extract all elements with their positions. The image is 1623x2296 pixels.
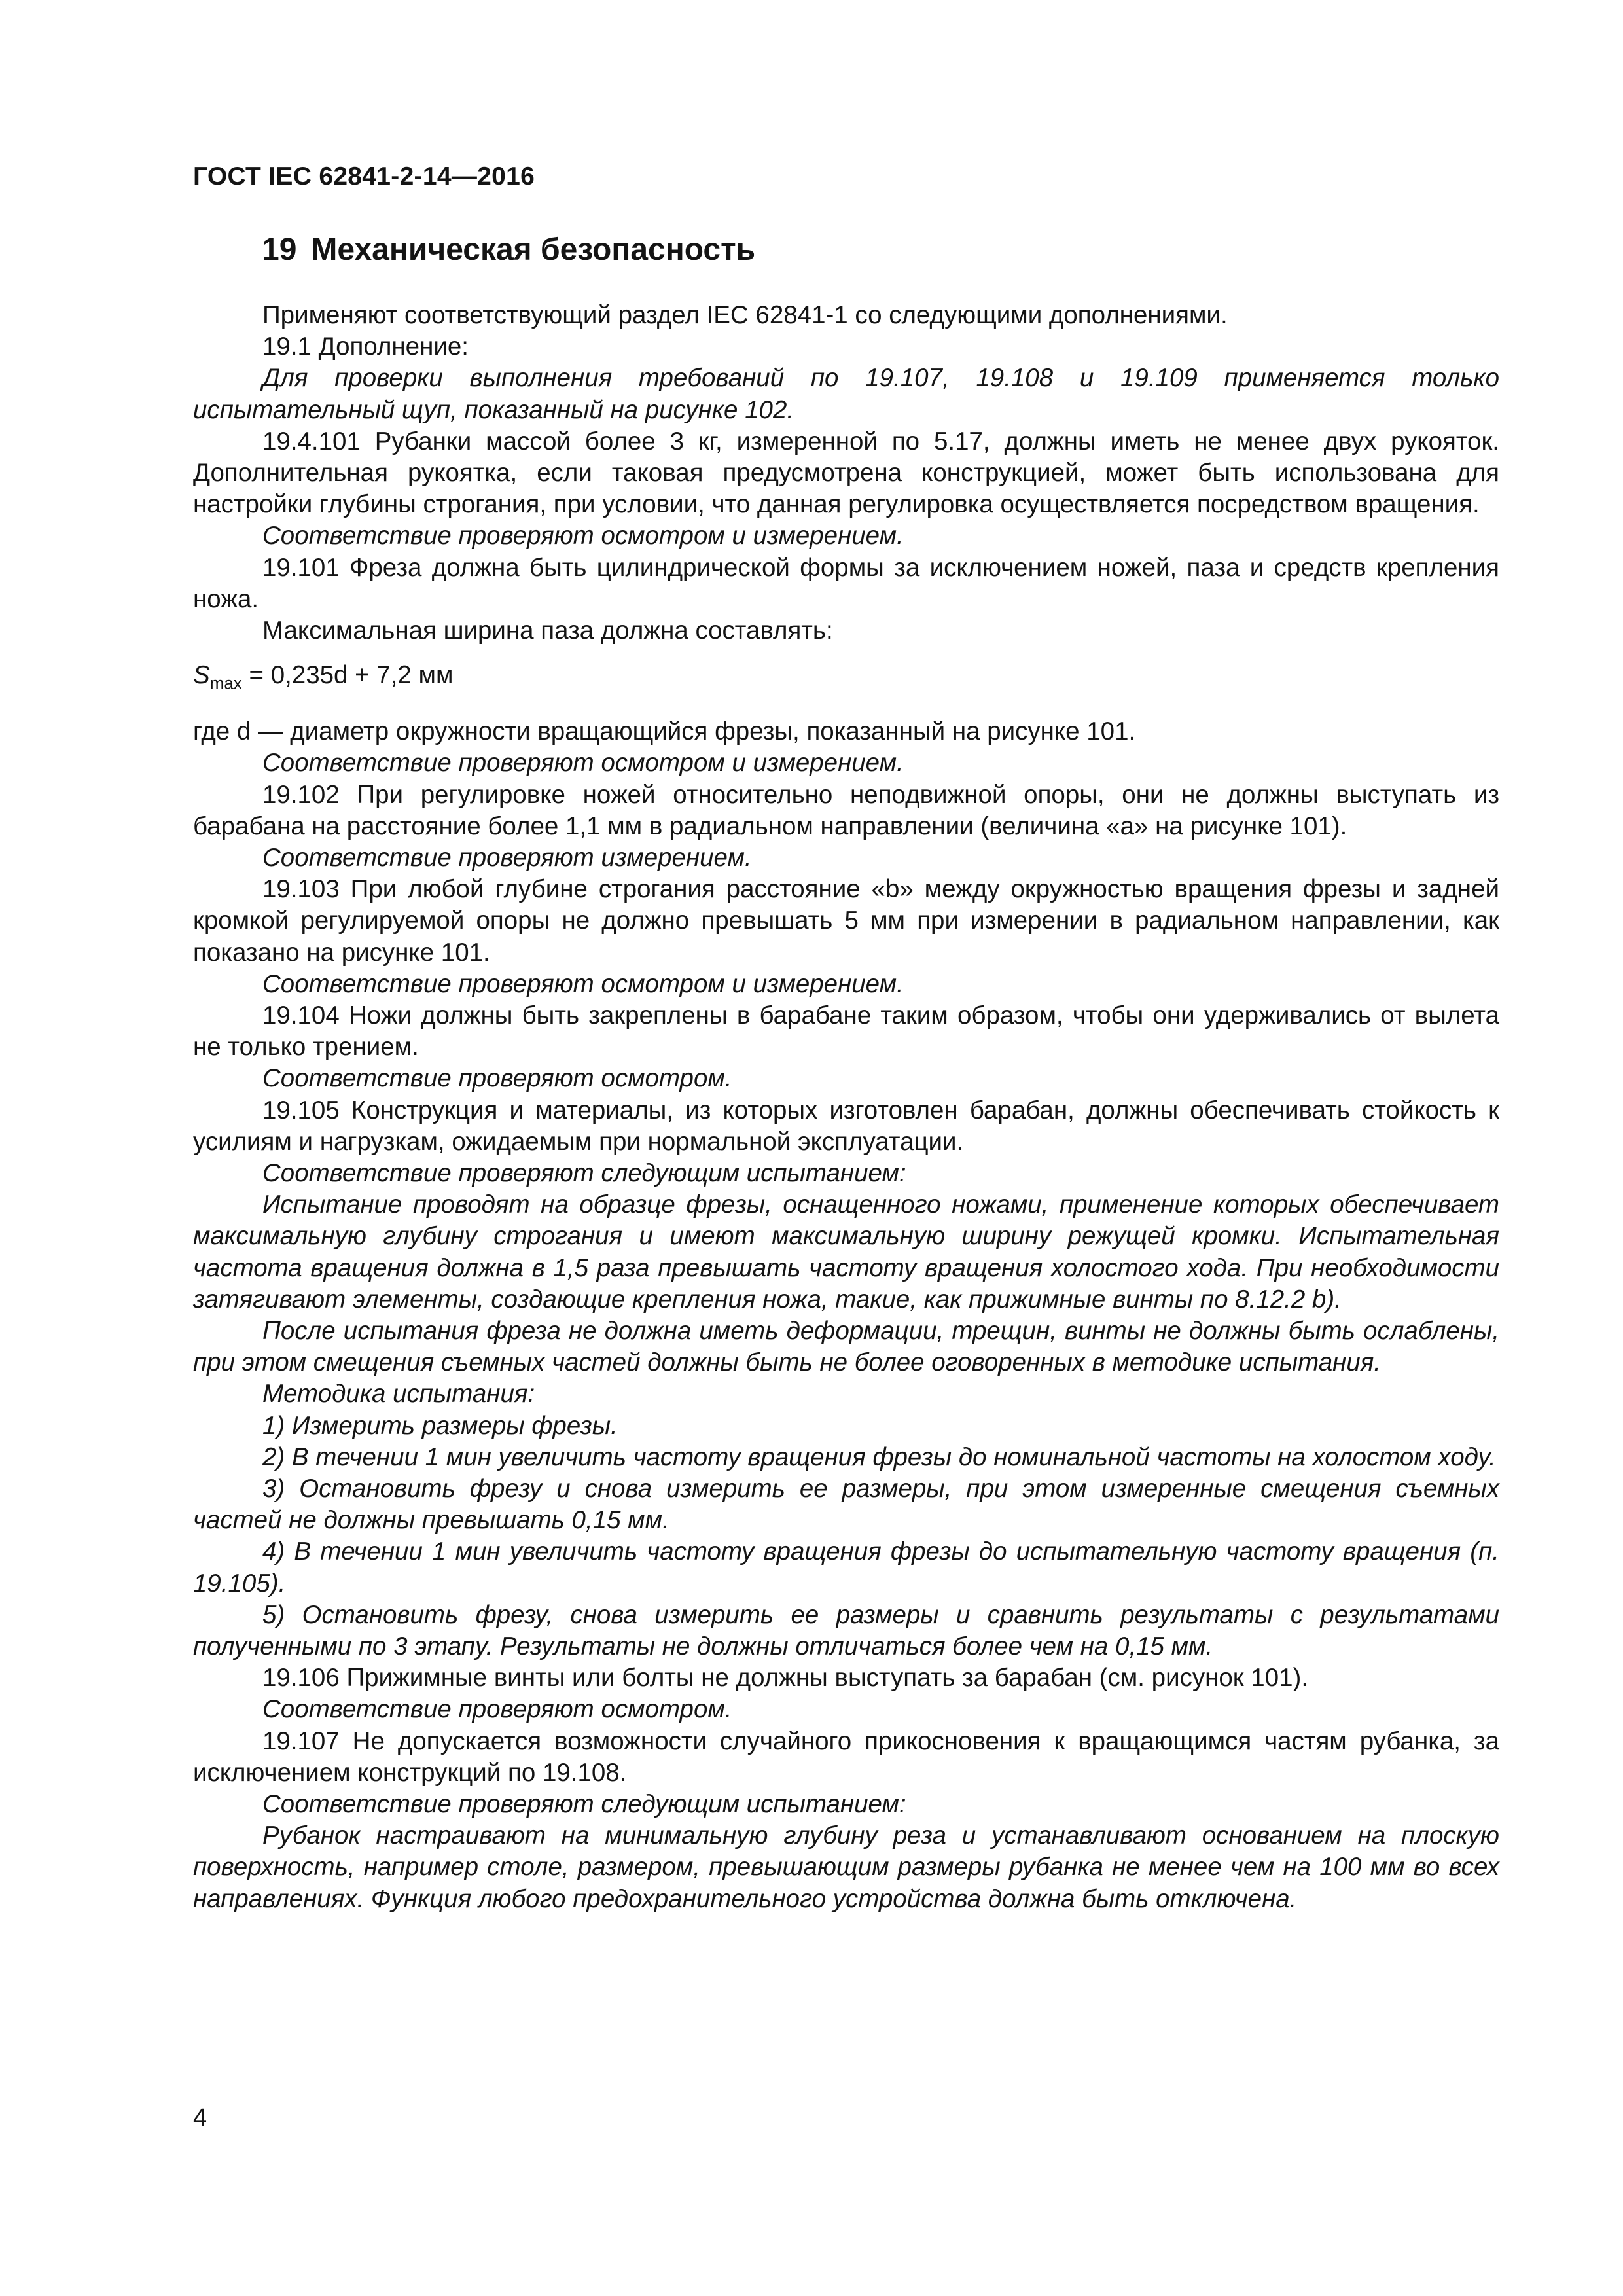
paragraph: 5) Остановить фрезу, снова измерить ее размеры и сравнить результаты с результатами полученными по 3 этапу. Результаты не должны отличаться более чем на 0,15 мм. xyxy=(193,1600,1499,1661)
paragraph: Испытание проводят на образце фрезы, оснащенного ножами, применение которых обеспечивает максимальную глубину строгания и имеют максимальную ширину режущей кромки. Испытательная частота вращения должна в 1,5 раза превышать частоту вращения холостого хода. При необходимости затягивают элементы, создающие крепления ножа, такие, как прижимные винты по 8.12.2 b). xyxy=(193,1191,1499,1314)
paragraph: 19.106 Прижимные винты или болты не должны выступать за барабан (см. рисунок 101). xyxy=(262,1664,1309,1693)
paragraph: 3) Остановить фрезу и снова измерить ее размеры, при этом измеренные смещения съемных частей не должны превышать 0,15 мм. xyxy=(193,1475,1499,1535)
paragraph: Соответствие проверяют осмотром и измерением. xyxy=(262,749,904,778)
paragraph: 19.107 Не допускается возможности случайного прикосновения к вращающимся частям рубанка, за исключением конструкций по 19.108. xyxy=(193,1727,1499,1787)
formula xyxy=(193,660,1499,699)
paragraph: 19.4.101 Рубанки массой более 3 кг, измеренной по 5.17, должны иметь не менее двух рукояток. Дополнительная рукоятка, если таковая предусмотрена конструкцией, может быть использована для настройки глубины строгания, при условии, что данная регулировка осуществляется посредством вращения. xyxy=(193,427,1499,519)
paragraph: Соответствие проверяют осмотром и измерением. xyxy=(262,522,904,550)
paragraph: 19.105 Конструкция и материалы, из которых изготовлен барабан, должны обеспечивать стойкость к усилиям и нагрузкам, ожидаемым при нормальной эксплуатации. xyxy=(193,1096,1499,1156)
paragraph: 19.104 Ножи должны быть закреплены в барабане таким образом, чтобы они удерживались от вылета не только трением. xyxy=(193,1001,1499,1062)
body-text xyxy=(193,300,1499,1915)
paragraph: 1) Измерить размеры фрезы. xyxy=(262,1411,618,1440)
paragraph: Соответствие проверяют осмотром и измерением. xyxy=(262,969,904,998)
paragraph: 19.102 При регулировке ножей относительно неподвижной опоры, они не должны выступать из барабана на расстояние более 1,1 мм в радиальном направлении (величина «a» на рисунке 101). xyxy=(193,780,1499,840)
paragraph: 19.101 Фреза должна быть цилиндрической формы за исключением ножей, паза и средств крепления ножа. xyxy=(193,553,1499,613)
paragraph: Максимальная ширина паза должна составлять: xyxy=(262,617,833,645)
paragraph: Соответствие проверяют следующим испытанием: xyxy=(262,1790,906,1819)
paragraph: 19.1 Дополнение: xyxy=(262,332,469,361)
paragraph: После испытания фреза не должна иметь деформации, трещин, винты не должны быть ослаблены, при этом смещения съемных частей должны быть не более оговоренных в методике испытания. xyxy=(193,1316,1499,1377)
formula-rhs: = 0,235d + 7,2 мм xyxy=(249,661,454,690)
paragraph: где d — диаметр окружности вращающийся фрезы, показанный на рисунке 101. xyxy=(193,717,1136,746)
paragraph: 2) В течении 1 мин увеличить частоту вращения фрезы до номинальной частоты на холостом ходу. xyxy=(262,1443,1496,1471)
page-number: 4 xyxy=(193,2104,207,2132)
paragraph: Соответствие проверяют осмотром. xyxy=(262,1064,732,1093)
paragraph: Рубанок настраивают на минимальную глубину реза и устанавливают основанием на плоскую поверхность, например столе, размером, превышающим размеры рубанка не менее чем на 100 мм во всех направлениях. Функция любого предохранительного устройства должна быть отключена. xyxy=(193,1821,1499,1913)
paragraph: Соответствие проверяют осмотром. xyxy=(262,1695,732,1724)
paragraph: Применяют соответствующий раздел IEC 62841-1 со следующими дополнениями. xyxy=(262,301,1228,329)
paragraph: Для проверки выполнения требований по 19.107, 19.108 и 19.109 применяется только испытательный щуп, показанный на рисунке 102. xyxy=(193,364,1499,424)
section-number: 19 xyxy=(262,232,297,267)
paragraph: Соответствие проверяют следующим испытанием: xyxy=(262,1158,906,1187)
document-header: ГОСТ IEC 62841-2-14—2016 xyxy=(193,162,535,190)
paragraph: Соответствие проверяют измерением. xyxy=(262,843,752,872)
section-title: Механическая безопасность xyxy=(311,232,756,267)
formula-subscript: max xyxy=(209,673,242,693)
section-heading xyxy=(262,232,755,268)
paragraph: 4) В течении 1 мин увеличить частоту вращения фрезы до испытательную частоту вращения (п. 19.105). xyxy=(193,1537,1499,1598)
paragraph: 19.103 При любой глубине строгания расстояние «b» между окружностью вращения фрезы и задней кромкой регулируемой опоры не должно превышать 5 мм при измерении в радиальном направлении, как показано на рисунке 101. xyxy=(193,875,1499,967)
formula-lhs: S xyxy=(193,661,210,690)
paragraph: Методика испытания: xyxy=(262,1380,535,1408)
